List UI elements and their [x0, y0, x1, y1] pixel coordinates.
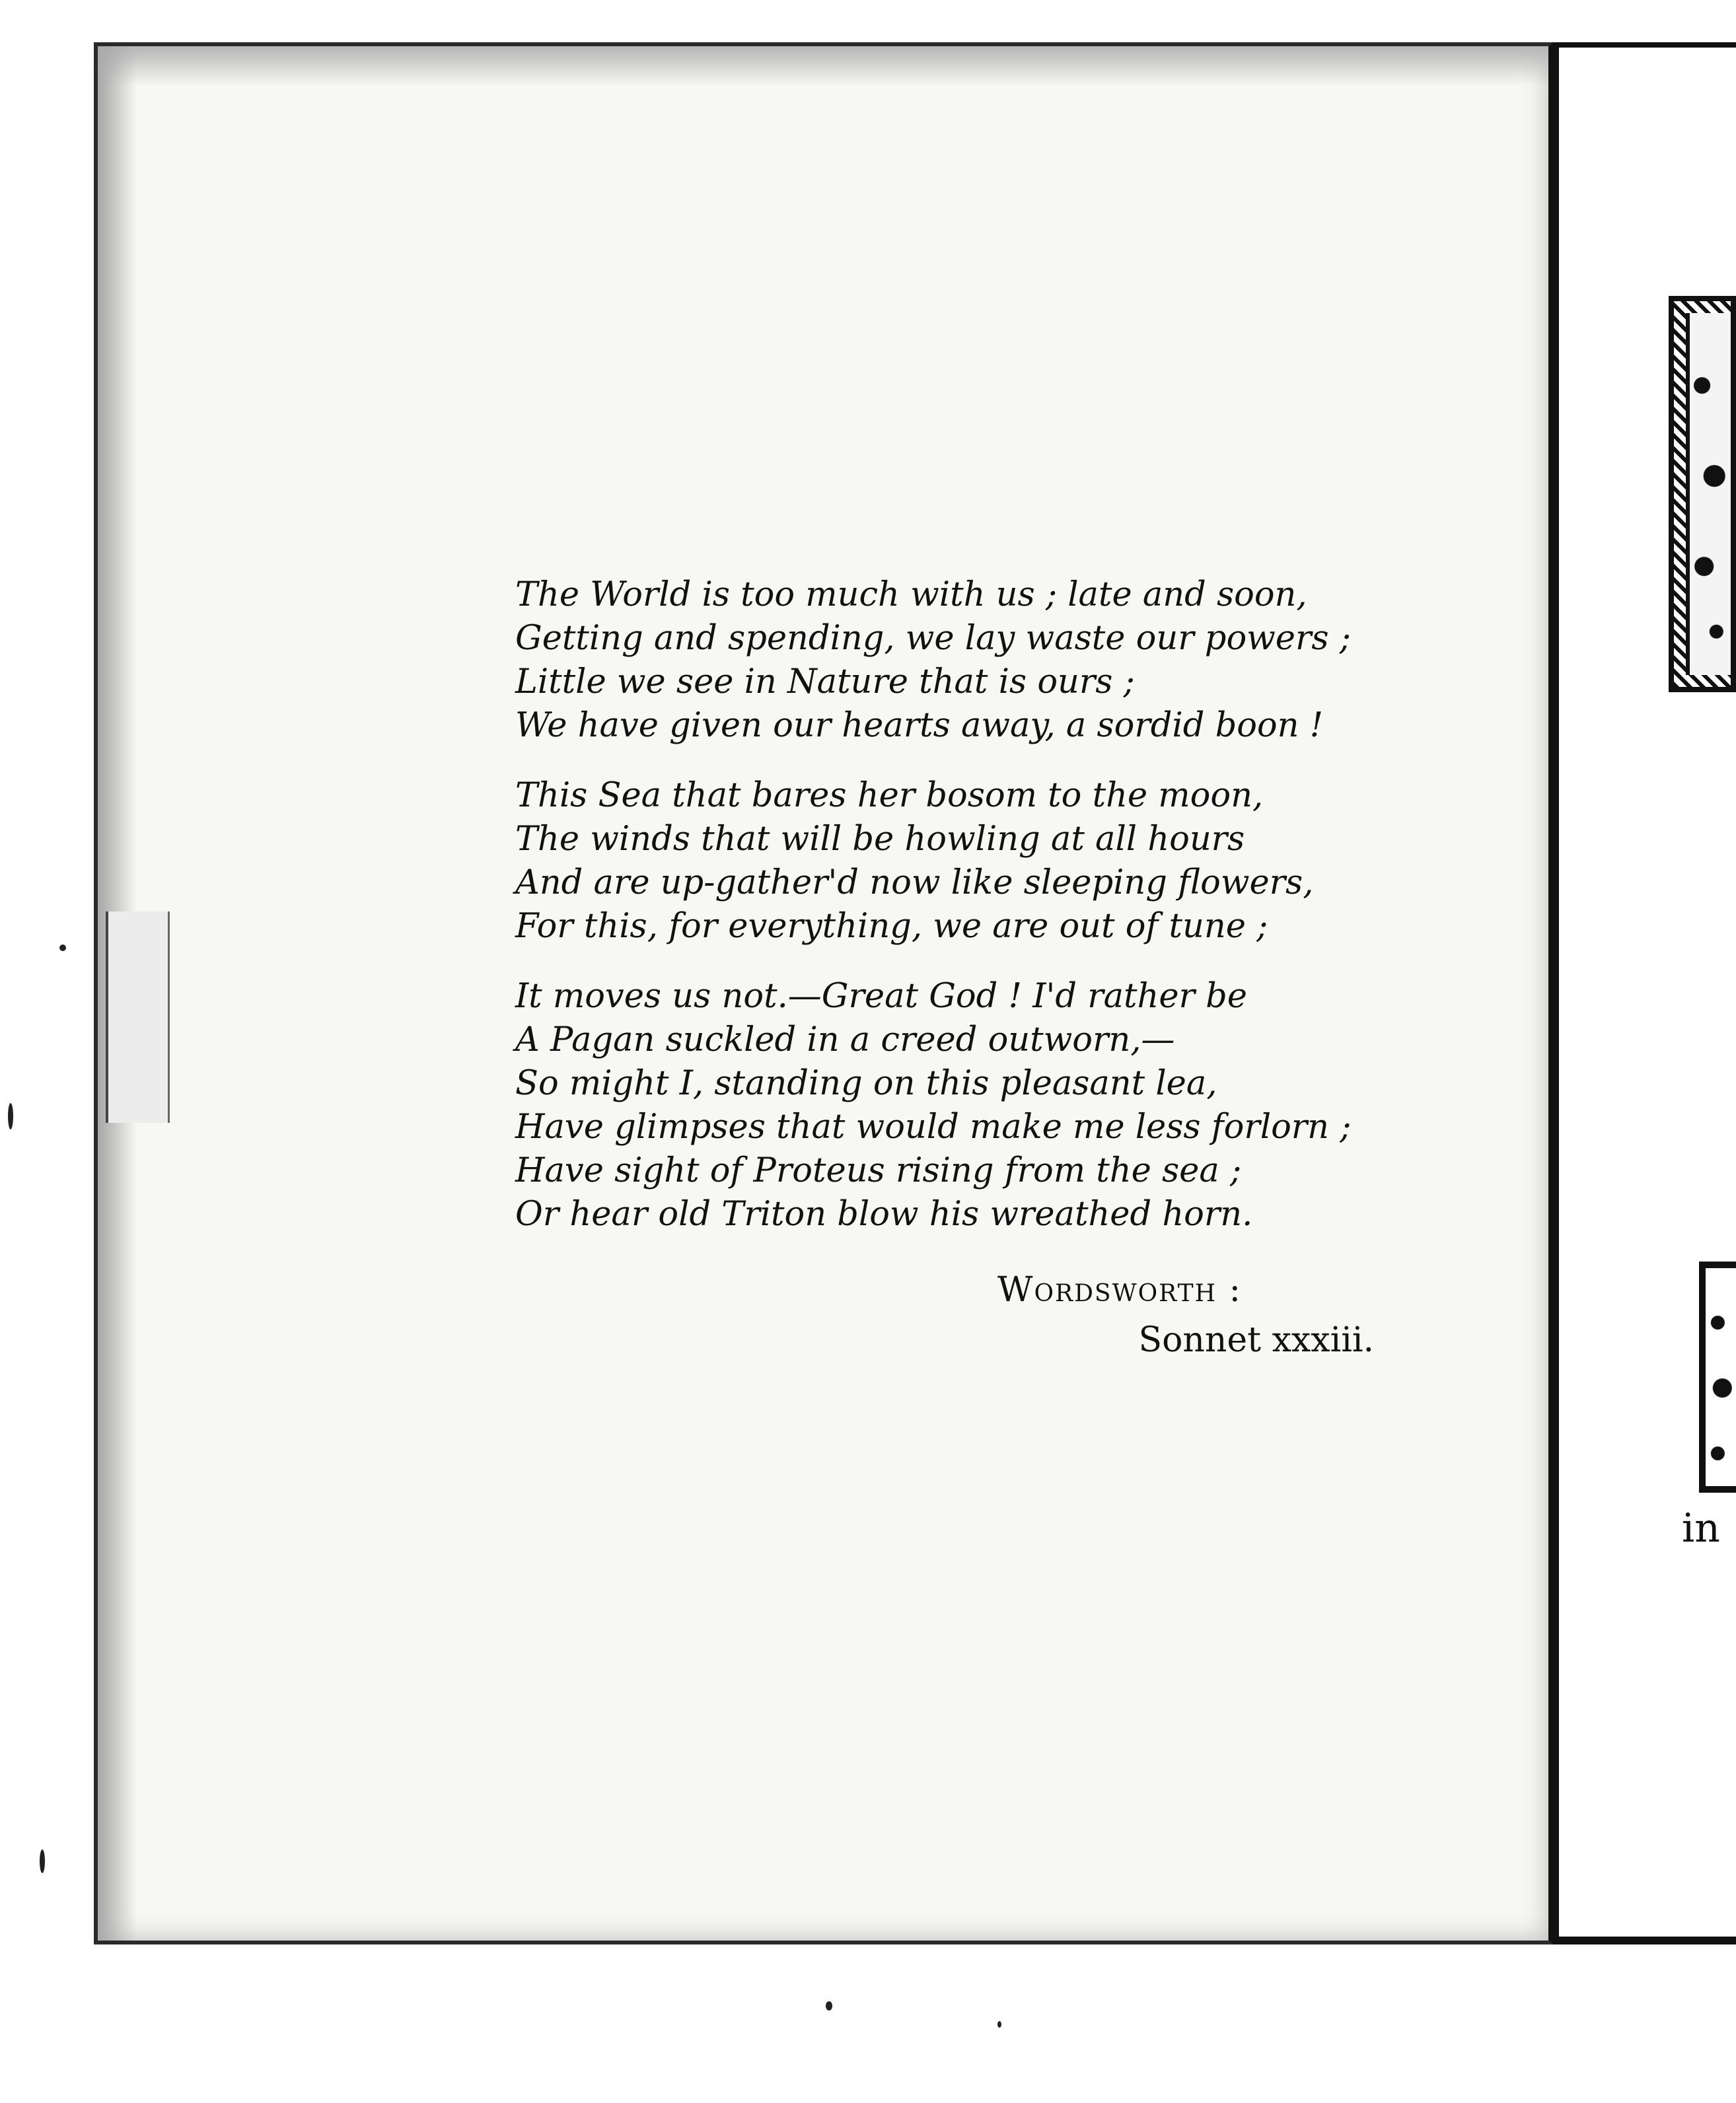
poem-line: Have sight of Proteus rising from the sea ;: [515, 1151, 1242, 1190]
speck: [40, 1849, 45, 1873]
poem-line: Or hear old Triton blow his wreathed horn.: [515, 1195, 1253, 1234]
poem-line: Have glimpses that would make me less forlorn ;: [515, 1108, 1352, 1147]
author-name: Wordsworth :: [997, 1270, 1243, 1310]
right-page-word: in: [1682, 1505, 1720, 1551]
speck: [826, 2001, 832, 2011]
stanza-3: [515, 975, 1351, 1236]
decorated-initial-icon: [1699, 1262, 1736, 1493]
poem-line: So might I, standing on this pleasant lea,: [515, 1064, 1217, 1103]
sonnet-number: Sonnet xxxiii.: [1138, 1320, 1374, 1360]
ornamental-border-icon: [1669, 296, 1736, 692]
poem-line: Little we see in Nature that is ours ;: [515, 662, 1135, 701]
poem: [515, 573, 1351, 1263]
poem-line: For this, for everything, we are out of tune ;: [515, 907, 1268, 946]
speck: [59, 945, 66, 951]
speck: [997, 2021, 1001, 2028]
poem-line: The World is too much with us ; late and soon,: [515, 575, 1307, 614]
poem-line: Getting and spending, we lay waste our powers ;: [515, 619, 1351, 658]
speck: [8, 1103, 13, 1129]
poem-line: A Pagan suckled in a creed outworn,—: [515, 1020, 1175, 1059]
stanza-1: [515, 573, 1351, 748]
attribution: [997, 1265, 1374, 1365]
page-top-shadow: [98, 46, 1548, 86]
torn-page-edge: [106, 911, 170, 1123]
poem-line: And are up-gather'd now like sleeping flowers,: [515, 863, 1314, 902]
floral-ornament-icon: [1686, 313, 1731, 675]
poem-line: It moves us not.—Great God ! I'd rather be: [515, 977, 1247, 1016]
poem-line: The winds that will be howling at all hours: [515, 820, 1245, 859]
poem-line: We have given our hearts away, a sordid boon !: [515, 706, 1324, 745]
poem-line: This Sea that bares her bosom to the moon,: [515, 776, 1264, 815]
stanza-2: [515, 774, 1351, 948]
